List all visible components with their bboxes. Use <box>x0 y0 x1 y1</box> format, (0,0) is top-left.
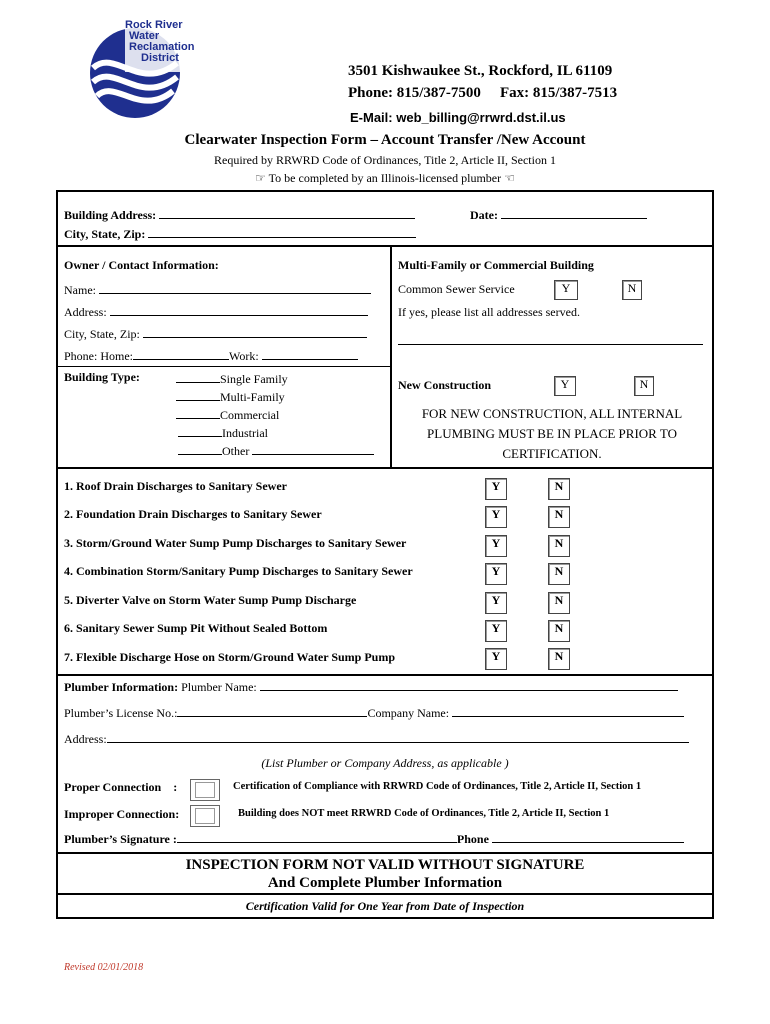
question-row: 4. Combination Storm/Sanitary Pump Discharges to Sanitary Sewer <box>64 564 413 578</box>
plumber-address-label: Address: <box>64 732 107 746</box>
logo-line1: Rock River <box>125 19 183 31</box>
common-sewer-no-box[interactable]: N <box>622 280 642 300</box>
q1-yes-box[interactable]: Y <box>485 478 507 500</box>
new-construction-yes-box[interactable]: Y <box>554 376 576 396</box>
warning-line-1: INSPECTION FORM NOT VALID WITHOUT SIGNATURE <box>185 857 585 873</box>
q7-yes-box[interactable]: Y <box>485 648 507 670</box>
building-address-row <box>64 208 415 223</box>
plumber-license-row <box>64 706 684 721</box>
form-title: Clearwater Inspection Form – Account Transfer /New Account <box>184 132 586 148</box>
plumber-info-label: Plumber Information: <box>64 680 179 694</box>
plumber-address-row <box>64 732 689 747</box>
owner-address-label: Address: <box>64 305 107 319</box>
notice-line: CERTIFICATION. <box>502 446 602 461</box>
plumber-phone-label: Phone <box>456 832 489 846</box>
signature-row <box>64 832 684 847</box>
plumber-name-row <box>64 680 678 695</box>
building-type-option[interactable]: Single Family <box>176 370 374 388</box>
signature-field[interactable] <box>177 842 457 843</box>
revised-date: Revised 02/01/2018 <box>64 962 144 973</box>
logo-line3: Reclamation <box>129 41 195 53</box>
improper-connection-checkbox[interactable] <box>190 805 220 827</box>
building-type-options <box>176 370 374 460</box>
owner-city-row <box>64 327 367 342</box>
q1-no-box[interactable]: N <box>548 478 570 500</box>
owner-name-row <box>64 283 371 298</box>
question-row: 7. Flexible Discharge Hose on Storm/Ground Water Sump Pump <box>64 650 396 664</box>
q2-yes-box[interactable]: Y <box>485 506 507 528</box>
phone-home-field[interactable] <box>133 359 229 360</box>
owner-city-field[interactable] <box>143 337 367 338</box>
license-field[interactable] <box>177 716 367 717</box>
owner-city-label: City, State, Zip: <box>64 327 140 341</box>
notice-line: FOR NEW CONSTRUCTION, ALL INTERNAL <box>421 406 683 421</box>
proper-connection-text: Certification of Compliance with RRWRD Code of Ordinances, Title 2, Article II, Section 1 <box>233 781 642 792</box>
phone-number: Phone: 815/387-7500 <box>348 85 481 101</box>
logo-line4: District <box>141 52 179 64</box>
logo-line2: Water <box>129 30 160 42</box>
plumber-name-field[interactable] <box>260 690 678 691</box>
plumber-note-text: To be completed by an Illinois-licensed plumber <box>268 171 502 185</box>
q4-no-box[interactable]: N <box>548 563 570 585</box>
date-label: Date: <box>470 208 498 222</box>
multifamily-header: Multi-Family or Commercial Building <box>398 258 594 272</box>
improper-connection-label: Improper Connection: <box>64 807 180 821</box>
date-field[interactable] <box>501 218 647 219</box>
q3-yes-box[interactable]: Y <box>485 535 507 557</box>
plumber-phone-field[interactable] <box>492 842 684 843</box>
company-label: Company Name: <box>367 706 450 720</box>
license-label: Plumber’s License No.: <box>64 706 178 720</box>
common-sewer-yes-box[interactable]: Y <box>554 280 578 300</box>
owner-address-field[interactable] <box>110 315 368 316</box>
q5-no-box[interactable]: N <box>548 592 570 614</box>
building-city-label: City, State, Zip: <box>64 227 146 241</box>
email-address[interactable]: E-Mail: web_billing@rrwrd.dst.il.us <box>350 110 566 125</box>
date-row <box>470 208 647 223</box>
question-row: 5. Diverter Valve on Storm Water Sump Pump Discharge <box>64 593 357 607</box>
proper-connection-label: Proper Connection : <box>64 780 178 794</box>
plumber-note <box>0 171 770 186</box>
building-address-field[interactable] <box>159 218 415 219</box>
question-row: 6. Sanitary Sewer Sump Pit Without Sealed Bottom <box>64 621 328 635</box>
signature-label: Plumber’s Signature : <box>64 832 177 846</box>
street-address: 3501 Kishwaukee St., Rockford, IL 61109 <box>348 63 613 79</box>
phone-work-field[interactable] <box>262 359 358 360</box>
owner-address-row <box>64 305 368 320</box>
validity-note: Certification Valid for One Year from Date of Inspection <box>245 899 525 913</box>
question-row: 3. Storm/Ground Water Sump Pump Discharges to Sanitary Sewer <box>64 536 407 550</box>
plumber-address-field[interactable] <box>107 742 689 743</box>
building-city-row <box>64 227 416 242</box>
new-construction-no-box[interactable]: N <box>634 376 654 396</box>
notice-line: PLUMBING MUST BE IN PLACE PRIOR TO <box>427 426 677 441</box>
addresses-served-field[interactable] <box>398 344 703 345</box>
common-sewer-label: Common Sewer Service <box>398 282 515 296</box>
q6-no-box[interactable]: N <box>548 620 570 642</box>
owner-name-label: Name: <box>64 283 96 297</box>
building-type-option[interactable]: Multi-Family <box>176 388 374 406</box>
building-type-label: Building Type: <box>64 370 140 384</box>
building-type-option[interactable]: Industrial <box>176 424 374 442</box>
phone-work-label: Work: <box>229 349 259 363</box>
proper-connection-checkbox[interactable] <box>190 779 220 801</box>
q6-yes-box[interactable]: Y <box>485 620 507 642</box>
pointing-hand-right-icon: ☞ <box>255 171 266 185</box>
list-address-note: (List Plumber or Company Address, as applicable ) <box>261 756 509 770</box>
improper-connection-text: Building does NOT meet RRWRD Code of Ordinances, Title 2, Article II, Section 1 <box>238 808 610 819</box>
district-logo <box>85 18 225 123</box>
building-address-label: Building Address: <box>64 208 157 222</box>
warning-line-2: And Complete Plumber Information <box>267 875 503 891</box>
question-row: 2. Foundation Drain Discharges to Sanitary Sewer <box>64 507 322 521</box>
q4-yes-box[interactable]: Y <box>485 563 507 585</box>
owner-phone-row <box>64 349 358 364</box>
question-row: 1. Roof Drain Discharges to Sanitary Sewer <box>64 479 287 493</box>
new-construction-notice <box>392 404 712 464</box>
fax-number: Fax: 815/387-7513 <box>500 85 618 101</box>
building-type-option[interactable]: Other <box>176 442 374 460</box>
company-field[interactable] <box>452 716 684 717</box>
new-construction-label: New Construction <box>398 378 491 392</box>
pointing-hand-left-icon: ☜ <box>504 171 515 185</box>
q5-yes-box[interactable]: Y <box>485 592 507 614</box>
building-city-field[interactable] <box>148 237 416 238</box>
owner-header: Owner / Contact Information: <box>64 258 219 272</box>
q7-no-box[interactable]: N <box>548 648 570 670</box>
form-subtitle: Required by RRWRD Code of Ordinances, Title 2, Article II, Section 1 <box>214 153 556 167</box>
phone-home-label: Phone: Home: <box>64 349 133 363</box>
q3-no-box[interactable]: N <box>548 535 570 557</box>
plumber-name-label: Plumber Name: <box>181 680 257 694</box>
q2-no-box[interactable]: N <box>548 506 570 528</box>
building-type-option[interactable]: Commercial <box>176 406 374 424</box>
owner-name-field[interactable] <box>99 293 371 294</box>
if-yes-note: If yes, please list all addresses served. <box>398 305 580 319</box>
